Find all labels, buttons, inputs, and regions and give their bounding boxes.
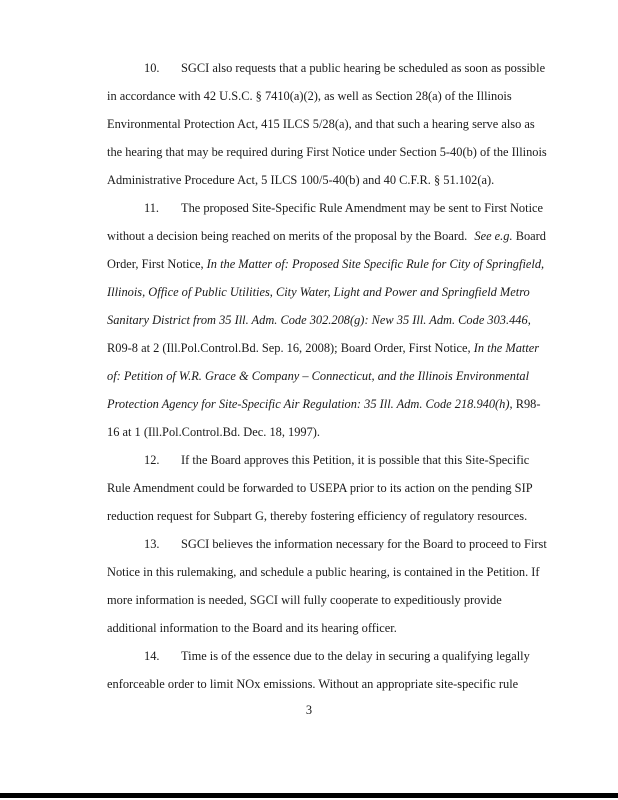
citation-signal: See e.g. bbox=[474, 229, 513, 243]
paragraph-line: Rule Amendment could be forwarded to USEPA prior to its action on the pending SIP bbox=[107, 481, 533, 495]
case-title: In the Matter of: Proposed Site Specific Rule for City of Springfield, bbox=[206, 257, 545, 271]
paragraph-line: If the Board approves this Petition, it is possible that this Site-Specific bbox=[181, 453, 530, 467]
paragraph-line: more information is needed, SGCI will fully cooperate to expeditiously provide bbox=[107, 593, 502, 607]
case-title: In the Matter bbox=[473, 341, 540, 355]
case-title: Sanitary District from 35 Ill. Adm. Code 302.208(g): New 35 Ill. Adm. Code 303.446, bbox=[107, 313, 531, 327]
paragraph-line: additional information to the Board and its hearing officer. bbox=[107, 621, 397, 635]
page-bottom-edge bbox=[0, 793, 618, 798]
page-number: 3 bbox=[305, 703, 313, 717]
paragraph-line: SGCI believes the information necessary for the Board to proceed to First bbox=[181, 537, 547, 551]
paragraph-line: Time is of the essence due to the delay in securing a qualifying legally bbox=[181, 649, 530, 663]
paragraph-line bbox=[107, 340, 539, 356]
case-title-line: of: Petition of W.R. Grace & Company – Connecticut, and the Illinois Environmental bbox=[107, 369, 530, 383]
paragraph-line: Environmental Protection Act, 415 ILCS 5/28(a), and that such a hearing serve also as bbox=[107, 117, 535, 131]
paragraph-number: 12. bbox=[144, 453, 160, 467]
paragraph-line: the hearing that may be required during First Notice under Section 5-40(b) of the Illinois bbox=[107, 145, 547, 159]
paragraph-text: R98- bbox=[515, 397, 541, 411]
paragraph-line bbox=[107, 396, 541, 412]
case-title: Protection Agency for Site-Specific Air Regulation: 35 Ill. Adm. Code 218.940(h), bbox=[107, 397, 513, 411]
paragraph-line bbox=[107, 228, 546, 244]
paragraph-text: Board bbox=[515, 229, 546, 243]
paragraph-line: enforceable order to limit NOx emissions. Without an appropriate site-specific rule bbox=[107, 677, 519, 691]
paragraph-number: 11. bbox=[144, 201, 160, 215]
paragraph-number: 13. bbox=[144, 537, 160, 551]
paragraph-line: reduction request for Subpart G, thereby fostering efficiency of regulatory resources. bbox=[107, 509, 528, 523]
paragraph-text: R09-8 at 2 (Ill.Pol.Control.Bd. Sep. 16, 2008); Board Order, First Notice, bbox=[107, 341, 471, 355]
case-title-line: Illinois, Office of Public Utilities, City Water, Light and Power and Springfield Metro bbox=[107, 285, 530, 299]
paragraph-line: SGCI also requests that a public hearing be scheduled as soon as possible bbox=[181, 61, 546, 75]
paragraph-text: Order, First Notice, bbox=[107, 257, 204, 271]
paragraph-line: 16 at 1 (Ill.Pol.Control.Bd. Dec. 18, 1997). bbox=[107, 425, 321, 439]
paragraph-line bbox=[107, 312, 531, 328]
paragraph-number: 10. bbox=[144, 61, 160, 75]
paragraph-line: Administrative Procedure Act, 5 ILCS 100/5-40(b) and 40 C.F.R. § 51.102(a). bbox=[107, 173, 495, 187]
paragraph-line: in accordance with 42 U.S.C. § 7410(a)(2), as well as Section 28(a) of the Illinois bbox=[107, 89, 512, 103]
paragraph-line bbox=[107, 256, 544, 272]
paragraph-line: The proposed Site-Specific Rule Amendment may be sent to First Notice bbox=[181, 201, 544, 215]
paragraph-text: without a decision being reached on merits of the proposal by the Board. bbox=[107, 229, 468, 243]
paragraph-number: 14. bbox=[144, 649, 160, 663]
paragraph-line: Notice in this rulemaking, and schedule a public hearing, is contained in the Petition. If bbox=[107, 565, 540, 579]
